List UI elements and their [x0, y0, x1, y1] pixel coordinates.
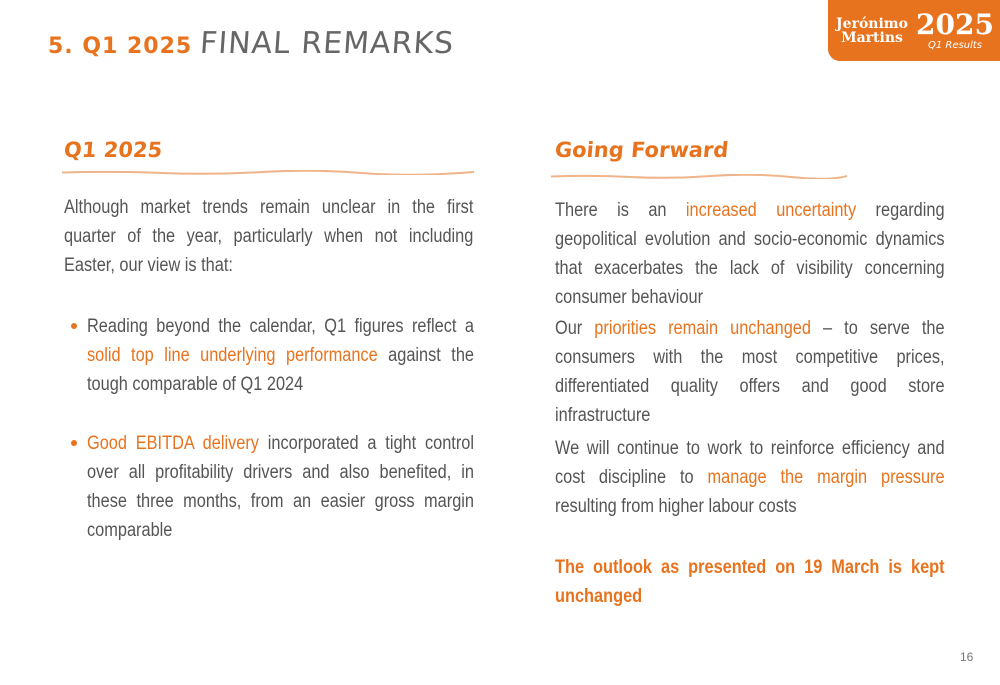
right-paragraph-1	[555, 196, 945, 312]
paragraph-2-highlight: priorities remain unchanged	[594, 318, 811, 339]
slide-title	[48, 26, 454, 66]
paragraph-3-highlight: manage the margin pressure	[707, 467, 945, 488]
page-number: 16	[960, 650, 974, 664]
paragraph-3-text-pre: We will continue to work to reinforce efficiency and cost discipline to	[555, 438, 945, 488]
bullet-dot	[71, 440, 77, 446]
brand-year-block	[916, 10, 994, 51]
right-paragraph-3	[555, 434, 945, 521]
bullet-dot	[71, 323, 77, 329]
brand-logo-block	[828, 0, 1000, 61]
right-heading-underline	[551, 174, 847, 179]
brand-name-line1: Jerónimo	[836, 15, 908, 32]
brand-name-line2: Martins	[841, 29, 903, 46]
left-heading-underline	[62, 170, 474, 175]
outlook-statement: The outlook as presented on 19 March is kept unchanged	[555, 557, 945, 607]
paragraph-1-text-post: regarding geopolitical evolution and socio-economic dynamics that exacerbates the lack of visibility concerning consumer behaviour	[555, 200, 945, 308]
brand-logo	[828, 17, 916, 45]
paragraph-3-text-post: resulting from higher labour costs	[555, 496, 797, 517]
bullet-2-highlight: Good EBITDA delivery	[87, 433, 259, 454]
brand-year: 2025	[916, 8, 994, 41]
bullet-1-highlight: solid top line underlying performance	[87, 345, 378, 366]
paragraph-2-text-post: – to serve the consumers with the most competitive prices, differentiated quality offers and good store infrastructure	[555, 318, 945, 426]
bullet-1-text-post: against the tough comparable of Q1 2024	[87, 345, 474, 395]
paragraph-1-highlight: increased uncertainty	[685, 200, 857, 221]
bullet-2-text-post: incorporated a tight control over all profitability drivers and also benefited, in these three months, from an easier gross margin comparable	[87, 433, 475, 541]
section-number: 5. Q1 2025	[48, 34, 193, 59]
brand-subtitle: Q1 Results	[927, 40, 982, 51]
right-heading: Going Forward	[553, 138, 730, 162]
paragraph-2-text-pre: Our	[555, 318, 595, 339]
left-bullet-2	[87, 429, 474, 545]
left-intro: Although market trends remain unclear in the first quarter of the year, particularly when not including Easter, our view is that:	[64, 197, 474, 276]
left-bullet-1	[87, 312, 474, 399]
section-title: FINAL REMARKS	[199, 26, 456, 61]
bullet-1-text-pre: Reading beyond the calendar, Q1 figures reflect a	[87, 316, 474, 337]
left-heading: Q1 2025	[62, 138, 164, 162]
paragraph-1-text-pre: There is an	[555, 200, 686, 221]
right-paragraph-2	[555, 314, 945, 430]
